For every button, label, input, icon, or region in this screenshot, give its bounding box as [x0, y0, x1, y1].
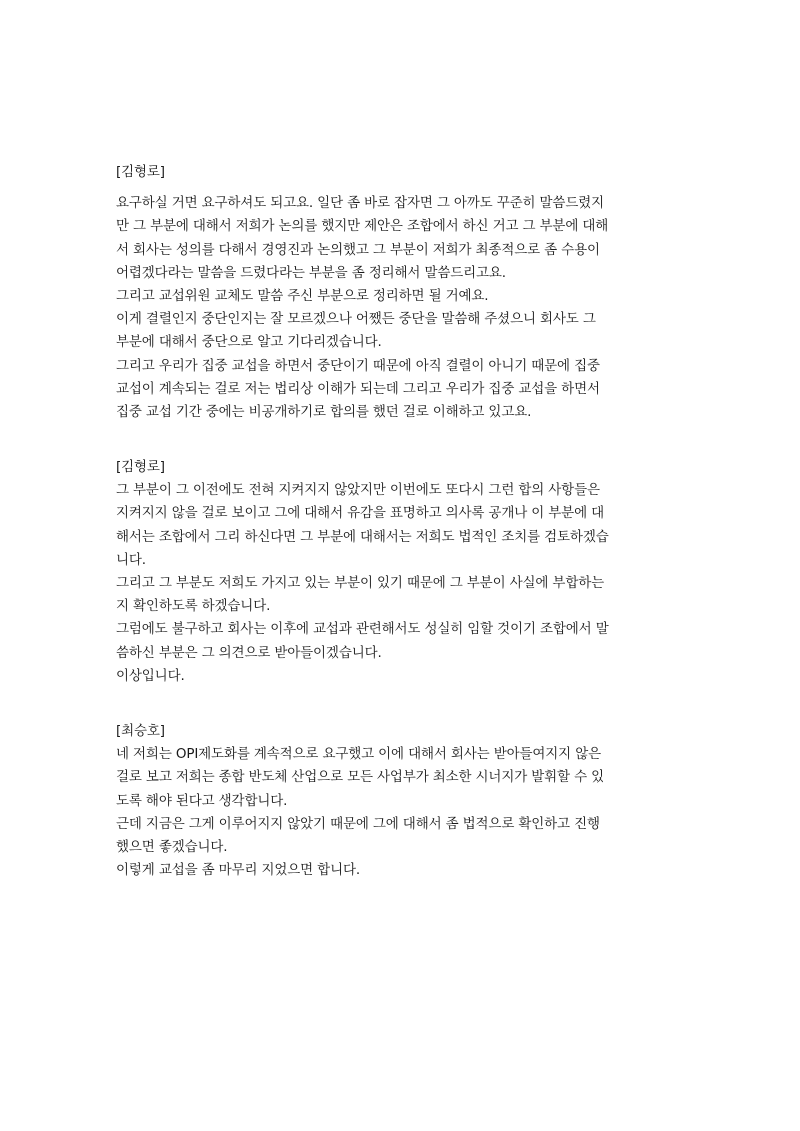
- speaker-label: [최승호]: [116, 722, 165, 739]
- transcript-section: [116, 161, 688, 424]
- paragraph-line: 부분에 대해서 중단으로 알고 기다리겠습니다.: [116, 334, 382, 351]
- paragraph-line: 씀하신 부분은 그 의견으로 받아들이겠습니다.: [116, 644, 382, 661]
- paragraph-line: 해서는 조합에서 그리 하신다면 그 부분에 대해서는 저희도 법적인 조치를 검토하겠습: [116, 528, 609, 545]
- paragraph-line: 지켜지지 않을 걸로 보이고 그에 대해서 유감을 표명하고 의사록 공개나 이 부분에 대: [116, 505, 604, 522]
- paragraph-line: 걸로 보고 저희는 종합 반도체 산업으로 모든 사업부가 최소한 시너지가 발휘할 수 있: [116, 769, 604, 786]
- paragraph-line: 만 그 부분에 대해서 저희가 논의를 했지만 제안은 조합에서 하신 거고 그 부분에 대해: [116, 218, 609, 235]
- paragraph-line: 지 확인하도록 하겠습니다.: [116, 598, 271, 615]
- paragraph-line: 어렵겠다라는 말씀을 드렸다라는 부분을 좀 정리해서 말씀드리고요.: [116, 264, 506, 281]
- paragraph-line: 요구하실 거면 요구하셔도 되고요. 일단 좀 바로 잡자면 그 아까도 꾸준히 말씀드렸지: [116, 195, 604, 212]
- paragraph-line: 서 회사는 성의를 다해서 경영진과 논의했고 그 부분이 저희가 최종적으로 좀 수용이: [116, 241, 600, 258]
- paragraph-line: 이게 결렬인지 중단인지는 잘 모르겠으나 어쨌든 중단을 말씀해 주셨으니 회사도 그: [116, 311, 596, 328]
- paragraph-line: 그리고 그 부분도 저희도 가지고 있는 부분이 있기 때문에 그 부분이 사실에 부합하는: [116, 575, 604, 591]
- paragraph-line: 교섭이 계속되는 걸로 저는 법리상 이해가 되는데 그리고 우리가 집중 교섭을 하면서: [116, 380, 600, 397]
- paragraph-line: 집중 교섭 기간 중에는 비공개하기로 합의를 했던 걸로 이해하고 있고요.: [116, 403, 532, 420]
- document-page: [116, 161, 688, 882]
- paragraph-line: 했으면 좋겠습니다.: [116, 838, 228, 855]
- speaker-label: [김형로]: [116, 164, 165, 180]
- paragraph-line: 그리고 우리가 집중 교섭을 하면서 중단이기 때문에 아직 결렬이 아니기 때문에 집중: [116, 357, 600, 374]
- paragraph-line: 니다.: [116, 551, 146, 568]
- paragraph-line: 이렇게 교섭을 좀 마무리 지었으면 합니다.: [116, 862, 360, 879]
- paragraph-line: 도록 해야 된다고 생각합니다.: [116, 792, 288, 809]
- paragraph-line: 네 저희는 OPI제도화를 계속적으로 요구했고 이에 대해서 회사는 받아들여지지 않은: [116, 746, 601, 763]
- speaker-label: [김형로]: [116, 459, 165, 476]
- paragraph-line: 근데 지금은 그게 이루어지지 않았기 때문에 그에 대해서 좀 법적으로 확인하고 진행: [116, 815, 600, 832]
- paragraph-line: 이상입니다.: [116, 667, 185, 684]
- transcript-section: [116, 720, 688, 882]
- paragraph-line: 그리고 교섭위원 교체도 말씀 주신 부분으로 정리하면 될 거예요.: [116, 287, 489, 304]
- paragraph-line: 그럼에도 불구하고 회사는 이후에 교섭과 관련해서도 성실히 임할 것이기 조합에서 말: [116, 621, 609, 638]
- paragraph-line: 그 부분이 그 이전에도 전혀 지켜지지 않았지만 이번에도 또다시 그런 합의 사항들은: [116, 482, 600, 499]
- transcript-section: [116, 456, 688, 688]
